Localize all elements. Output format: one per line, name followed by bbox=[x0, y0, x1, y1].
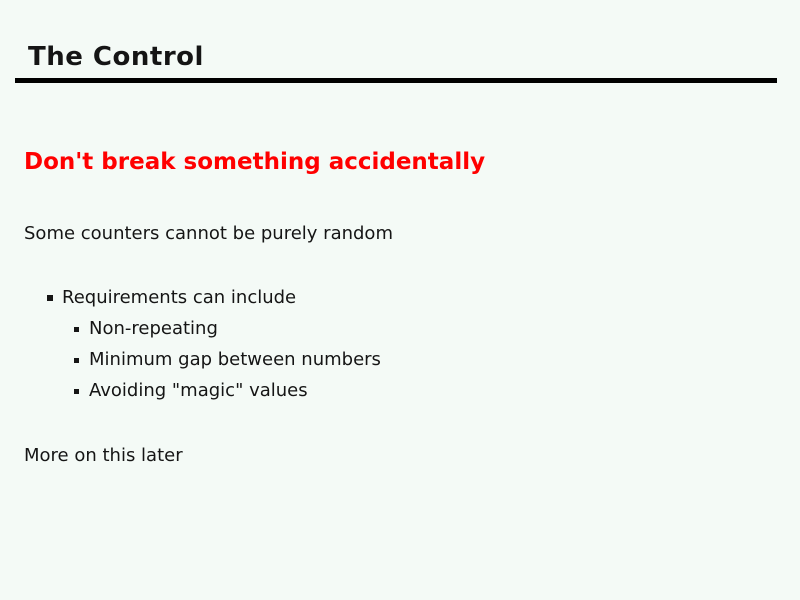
square-bullet-icon bbox=[47, 295, 53, 301]
intro-text: Some counters cannot be purely random bbox=[24, 223, 393, 244]
title-rule-divider bbox=[15, 78, 777, 83]
footer-note: More on this later bbox=[24, 445, 183, 466]
square-bullet-icon bbox=[74, 327, 79, 332]
bullet-item-label: Minimum gap between numbers bbox=[89, 349, 381, 370]
bullet-item-level2 bbox=[74, 380, 381, 411]
slide-heading: Don't break something accidentally bbox=[24, 149, 486, 175]
slide-title: The Control bbox=[28, 42, 204, 72]
bullet-item-level2 bbox=[74, 349, 381, 380]
bullet-item-label: Avoiding "magic" values bbox=[89, 380, 308, 401]
bullet-item-level2 bbox=[74, 318, 381, 349]
square-bullet-icon bbox=[74, 358, 79, 363]
bullet-item-label: Requirements can include bbox=[62, 287, 297, 308]
sub-bullet-list bbox=[74, 318, 381, 411]
bullet-item-label: Non-repeating bbox=[89, 318, 218, 339]
square-bullet-icon bbox=[74, 389, 79, 394]
bullet-item-level1 bbox=[47, 287, 296, 308]
